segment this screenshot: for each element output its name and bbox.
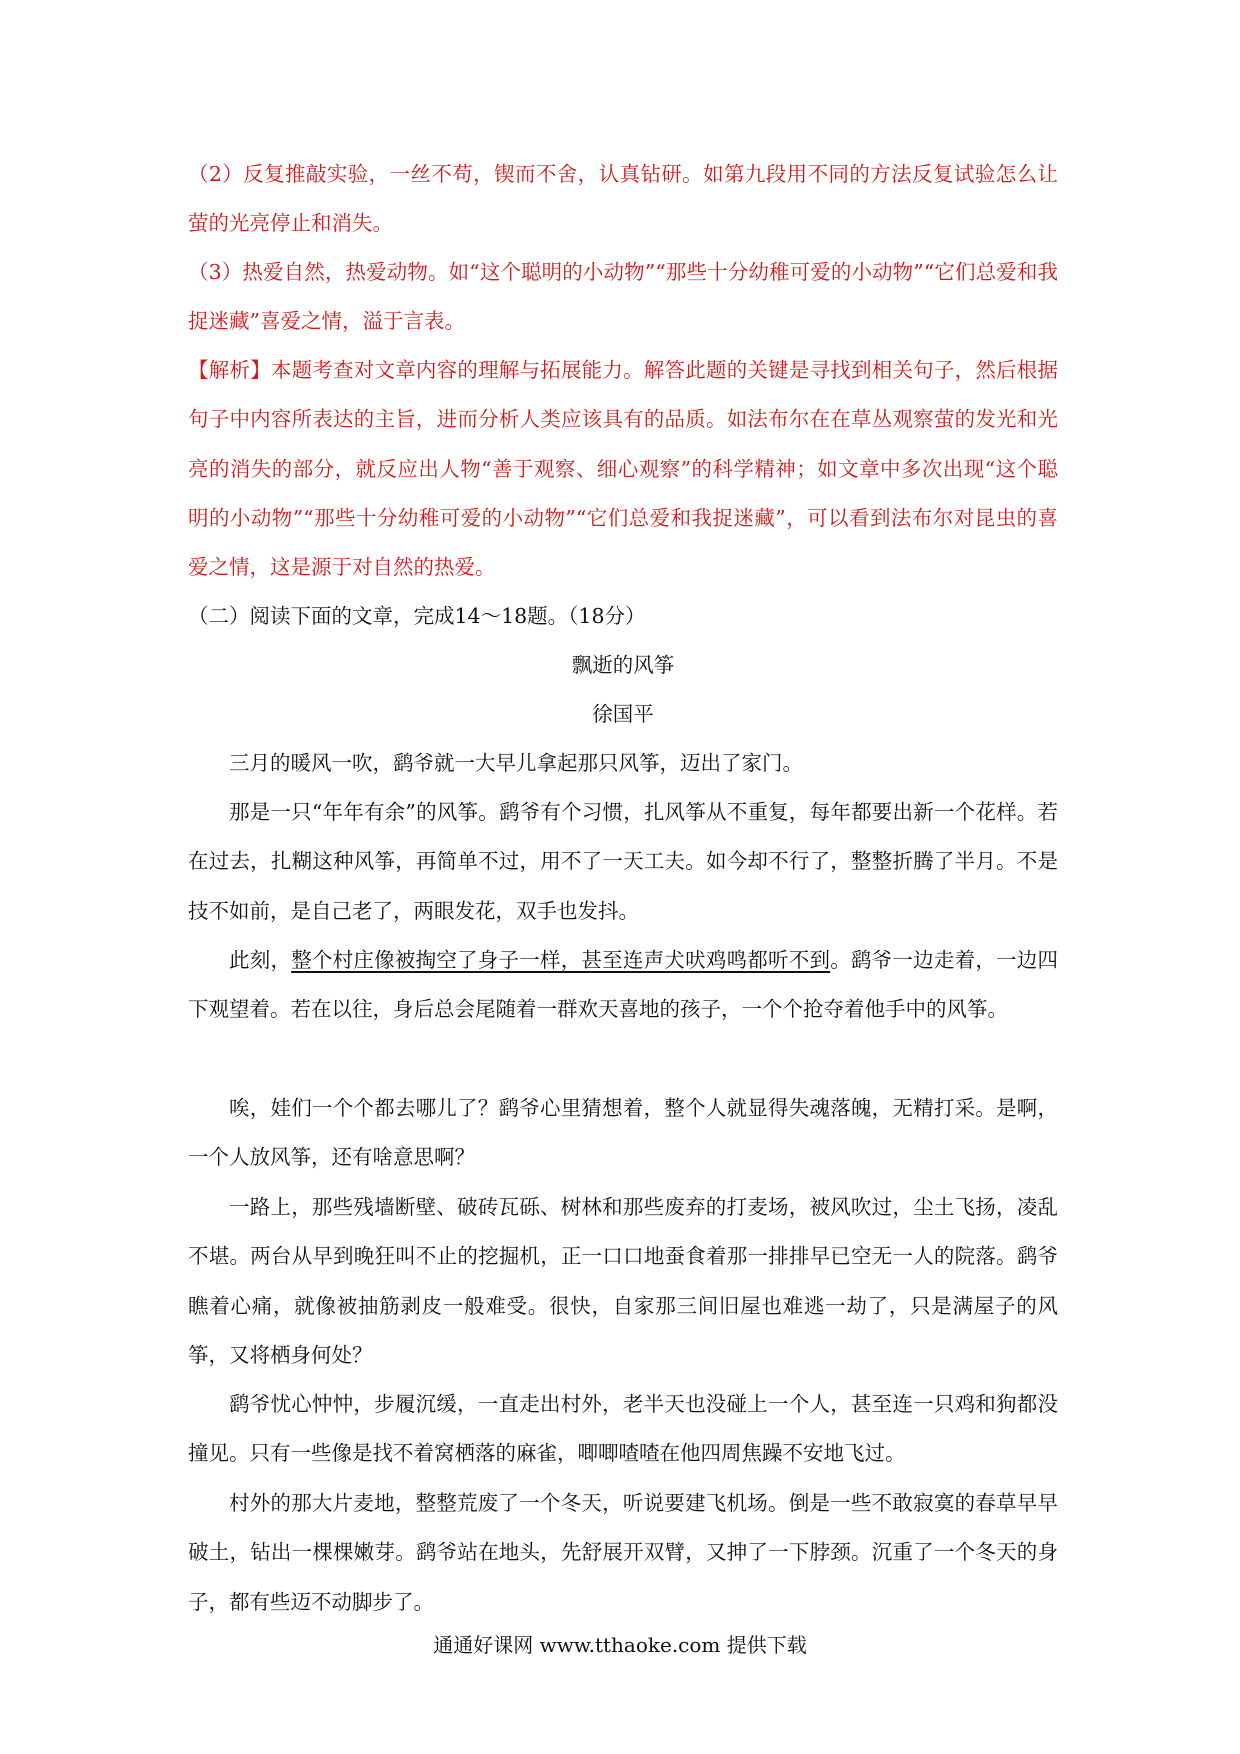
paragraph-3-lead: 此刻， — [229, 948, 292, 972]
article-paragraph-4: 唉，娃们一个个都去哪儿了？鹞爷心里猜想着，整个人就显得失魂落魄，无精打采。是啊，一个人放风筝，还有啥意思啊？ — [188, 1096, 1058, 1170]
article-paragraph-3 — [188, 936, 1058, 1035]
page-footer: 通通好课网 www.tthaoke.com 提供下载 — [433, 1633, 807, 1657]
article-paragraph-2: 那是一只“年年有余”的风筝。鹞爷有个习惯，扎风筝从不重复，每年都要出新一个花样。若在过去，扎糊这种风筝，再简单不过，用不了一天工夫。如今却不行了，整整折腾了半月。不是技不如前，是自己老了，两眼发花，双手也发抖。 — [188, 800, 1058, 923]
section-heading: （二）阅读下面的文章，完成14～18题。（18分） — [188, 604, 646, 628]
paragraph-3-rest: 。鹞爷一边走着，一边四下观望着。若在以往，身后总会尾随着一群欢天喜地的孩子，一个个抢夺着他手中的风筝。 — [188, 948, 1059, 1022]
article-paragraph-1: 三月的暖风一吹，鹞爷就一大早儿拿起那只风筝，迈出了家门。 — [229, 751, 803, 775]
underlined-sentence: 整个村庄像被掏空了身子一样，甚至连声犬吠鸡鸣都听不到 — [291, 948, 831, 972]
article-title: 飘逝的风筝 — [571, 653, 675, 677]
article-paragraph-6: 鹞爷忧心忡忡，步履沉缓，一直走出村外，老半天也没碰上一个人，甚至连一只鸡和狗都没撞见。只有一些像是找不着窝栖落的麻雀，唧唧喳喳在他四周焦躁不安地飞过。 — [188, 1392, 1058, 1466]
article-author: 徐国平 — [592, 702, 654, 726]
article-paragraph-7: 村外的那大片麦地，整整荒废了一个冬天，听说要建飞机场。倒是一些不敢寂寞的春草早早破土，钻出一棵棵嫩芽。鹞爷站在地头，先舒展开双臂，又抻了一下脖颈。沉重了一个冬天的身子，都有些迈不动脚步了。 — [188, 1491, 1058, 1614]
article-paragraph-5: 一路上，那些残墙断壁、破砖瓦砾、树林和那些废弃的打麦场，被风吹过，尘土飞扬，凌乱不堪。两台从早到晚狂叫不止的挖掘机，正一口口地蚕食着那一排排早已空无一人的院落。鹞爷瞧着心痛，就像被抽筋剥皮一般难受。很快，自家那三间旧屋也难逃一劫了，只是满屋子的风筝，又将栖身何处？ — [188, 1195, 1058, 1367]
answer-point-3: （3）热爱自然，热爱动物。如“这个聪明的小动物”“那些十分幼稚可爱的小动物”“它们总爱和我捉迷藏”喜爱之情，溢于言表。 — [188, 260, 1058, 334]
answer-analysis: 【解析】本题考查对文章内容的理解与拓展能力。解答此题的关键是寻找到相关句子，然后根据句子中内容所表达的主旨，进而分析人类应该具有的品质。如法布尔在在草丛观察萤的发光和光亮的消失的部分，就反应出人物“善于观察、细心观察”的科学精神；如文章中多次出现“这个聪明的小动物”“那些十分幼稚可爱的小动物”“它们总爱和我捉迷藏”，可以看到法布尔对昆虫的喜爱之情，这是源于对自然的热爱。 — [188, 358, 1058, 580]
answer-point-2: （2）反复推敲实验，一丝不苟，锲而不舍，认真钻研。如第九段用不同的方法反复试验怎么让萤的光亮停止和消失。 — [188, 162, 1058, 236]
